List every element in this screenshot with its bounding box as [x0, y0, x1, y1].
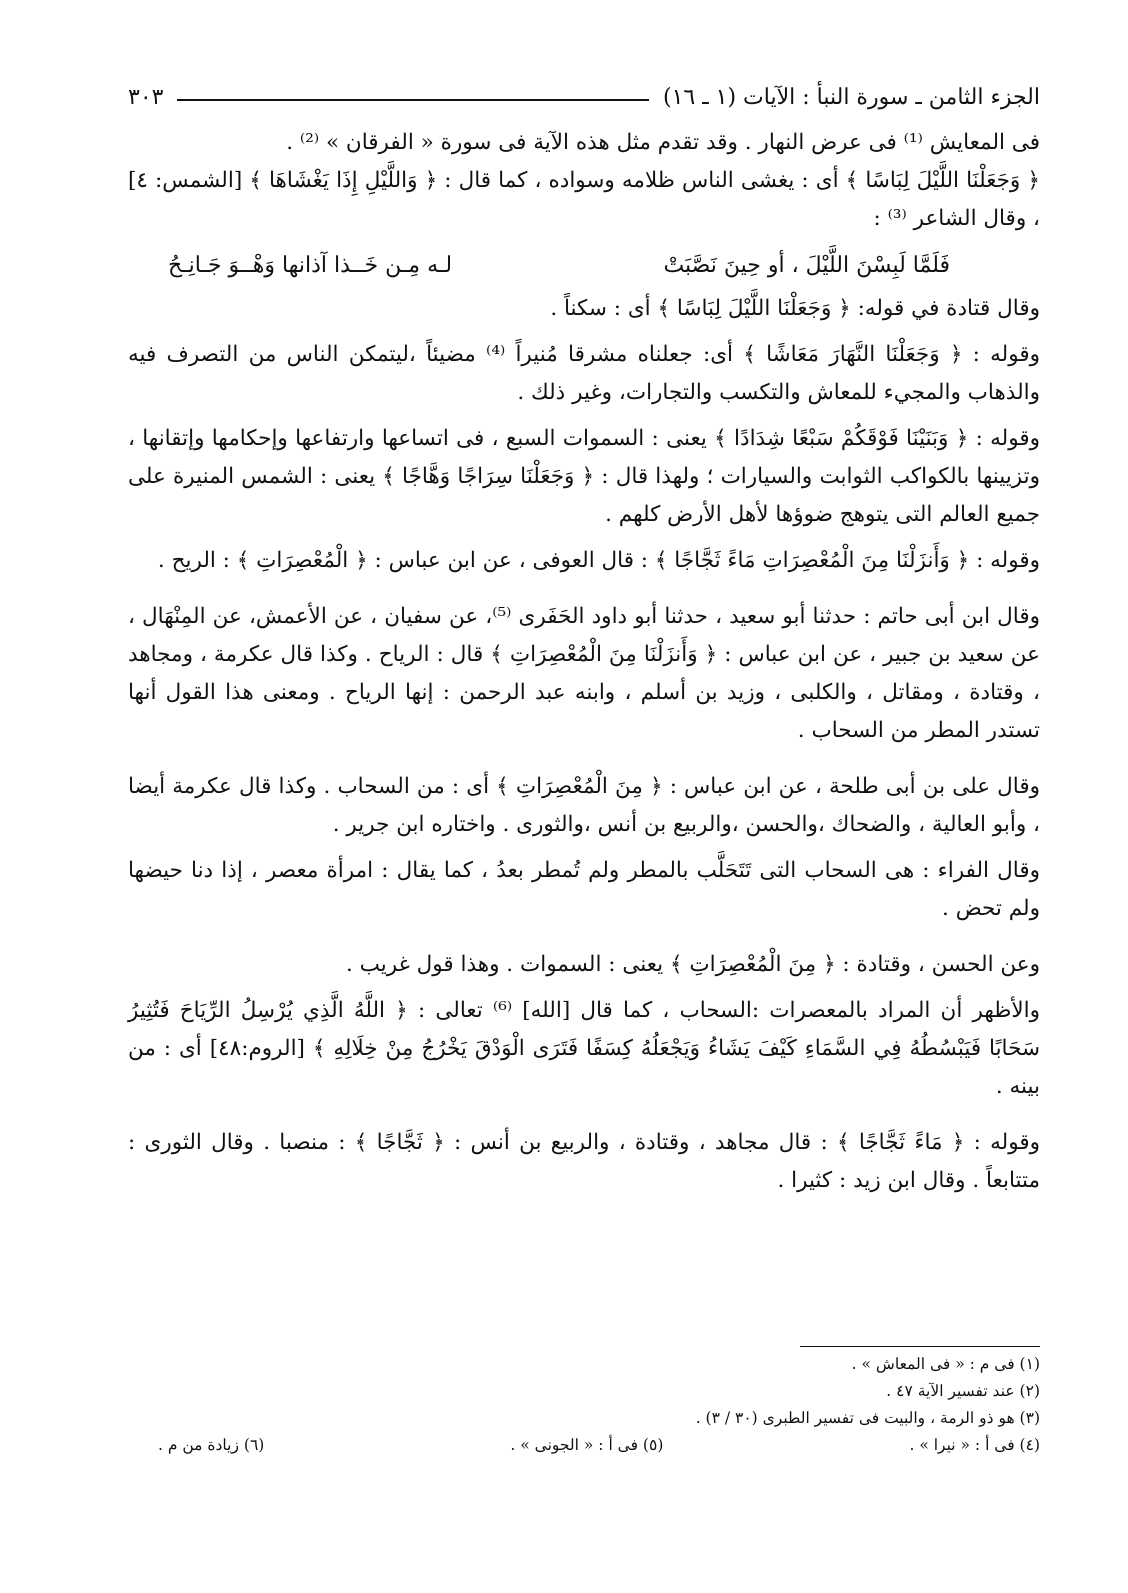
header-title: الجزء الثامن ـ سورة النبأ : الآيات (١ ـ ١٦)	[662, 85, 1040, 110]
running-header	[128, 78, 1040, 118]
footnote-2: (٢) عند تفسير الآية ٤٧ .	[886, 1382, 1040, 1400]
page-body	[128, 124, 1040, 1200]
verse-first-hemistich: فَلَمَّا لَبِسْنَ اللَّيْلَ ، أو حِينَ نَصَّبَتْ	[663, 253, 950, 278]
paragraph-10: وعن الحسن ، وقتادة : ﴿ مِنَ الْمُعْصِرَاتِ ﴾ يعنى : السموات . وهذا قول غريب .	[345, 952, 1040, 977]
page-number: ٣٠٣	[128, 85, 164, 110]
paragraph-7: وقال ابن أبى حاتم : حدثنا أبو سعيد ، حدثنا أبو داود الحَفَرى ⁽⁵⁾، عن سفيان ، عن الأعمش، عن المِنْهَال ، عن سعيد بن جبير ، عن ابن عباس : ﴿ وَأَنزَلْنَا مِنَ الْمُعْصِرَاتِ ﴾ قال : الرياح . وكذا قال عكرمة ، ومجاهد ، وقتادة ، ومقاتل ، والكلبى ، وزيد بن أسلم ، وابنه عبد الرحمن : إنها الرياح . ومعنى هذا القول أنها تستدر المطر من السحاب .	[128, 604, 1041, 743]
footnote-6: (٦) زيادة من م .	[158, 1436, 265, 1454]
header-rule	[177, 99, 649, 101]
paragraph-2: ﴿ وَجَعَلْنَا اللَّيْلَ لِبَاسًا ﴾ أى : يغشى الناس ظلامه وسواده ، كما قال : ﴿ وَاللَّيْلِ إِذَا يَغْشَاهَا ﴾ [الشمس: ٤] ، وقال الشاعر ⁽³⁾ :	[128, 168, 1040, 231]
paragraph-5: وقوله : ﴿ وَبَنَيْنَا فَوْقَكُمْ سَبْعًا شِدَادًا ﴾ يعنى : السموات السبع ، فى اتساعها وارتفاعها وإحكامها وإتقانها ، وتزيينها بالكواكب الثوابت والسيارات ؛ ولهذا قال : ﴿ وَجَعَلْنَا سِرَاجًا وَهَّاجًا ﴾ يعنى : الشمس المنيرة على جميع العالم التى يتوهج ضوؤها لأهل الأرض كلهم .	[128, 426, 1040, 527]
verse-second-hemistich: لـه مِـن خَــذا آذانها وَهْــوَ جَـانِـحُ	[168, 253, 453, 278]
footnote-row-last	[128, 1432, 1040, 1459]
footnote-rule	[800, 1346, 1040, 1347]
poetry-verse	[128, 244, 1040, 288]
paragraph-9: وقال الفراء : هى السحاب التى تَتَحَلَّب بالمطر ولم تُمطر بعدُ ، كما يقال : امرأة معصر ، إذا دنا حيضها ولم تحض .	[128, 858, 1040, 921]
footnote-5: (٥) فى أ : « الجونى » .	[510, 1436, 664, 1454]
paragraph-4: وقوله : ﴿ وَجَعَلْنَا النَّهَارَ مَعَاشًا ﴾ أى: جعلناه مشرقا مُنيراً ⁽⁴⁾ مضيئاً ،ليتمكن الناس من التصرف فيه والذهاب والمجيء للمعاش والتكسب والتجارات، وغير ذلك .	[128, 342, 1040, 405]
paragraph-8: وقال على بن أبى طلحة ، عن ابن عباس : ﴿ مِنَ الْمُعْصِرَاتِ ﴾ أى : من السحاب . وكذا قال عكرمة أيضا ، وأبو العالية ، والضحاك ،والحسن ،والربيع بن أنس ،والثورى . واختاره ابن جرير .	[128, 774, 1040, 837]
paragraph-1: فى المعايش ⁽¹⁾ فى عرض النهار . وقد تقدم مثل هذه الآية فى سورة « الفرقان » ⁽²⁾ .	[286, 130, 1040, 155]
paragraph-3: وقال قتادة في قوله: ﴿ وَجَعَلْنَا اللَّيْلَ لِبَاسًا ﴾ أى : سكناً .	[550, 296, 1040, 321]
footnote-1: (١) فى م : « فى المعاش » .	[851, 1355, 1040, 1373]
footnotes	[128, 1346, 1040, 1459]
footnote-3: (٣) هو ذو الرمة ، والبيت فى تفسير الطبرى (٣٠ / ٣) .	[695, 1409, 1040, 1427]
footnote-4: (٤) فى أ : « نيرا » .	[909, 1436, 1040, 1454]
paragraph-11: والأظهر أن المراد بالمعصرات :السحاب ، كما قال [الله] ⁽⁶⁾ تعالى : ﴿ اللَّهُ الَّذِي يُرْسِلُ الرِّيَاحَ فَتُثِيرُ سَحَابًا فَيَبْسُطُهُ فِي السَّمَاءِ كَيْفَ يَشَاءُ وَيَجْعَلُهُ كِسَفًا فَتَرَى الْوَدْقَ يَخْرُجُ مِنْ خِلَالِهِ ﴾ [الروم:٤٨] أى : من بينه .	[128, 998, 1040, 1099]
paragraph-12: وقوله : ﴿ مَاءً ثَجَّاجًا ﴾ : قال مجاهد ، وقتادة ، والربيع بن أنس : ﴿ ثَجَّاجًا ﴾ : منصبا . وقال الثورى : متتابعاً . وقال ابن زيد : كثيرا .	[128, 1130, 1040, 1193]
paragraph-6: وقوله : ﴿ وَأَنزَلْنَا مِنَ الْمُعْصِرَاتِ مَاءً ثَجَّاجًا ﴾ : قال العوفى ، عن ابن عباس : ﴿ الْمُعْصِرَاتِ ﴾ : الريح .	[157, 548, 1040, 573]
